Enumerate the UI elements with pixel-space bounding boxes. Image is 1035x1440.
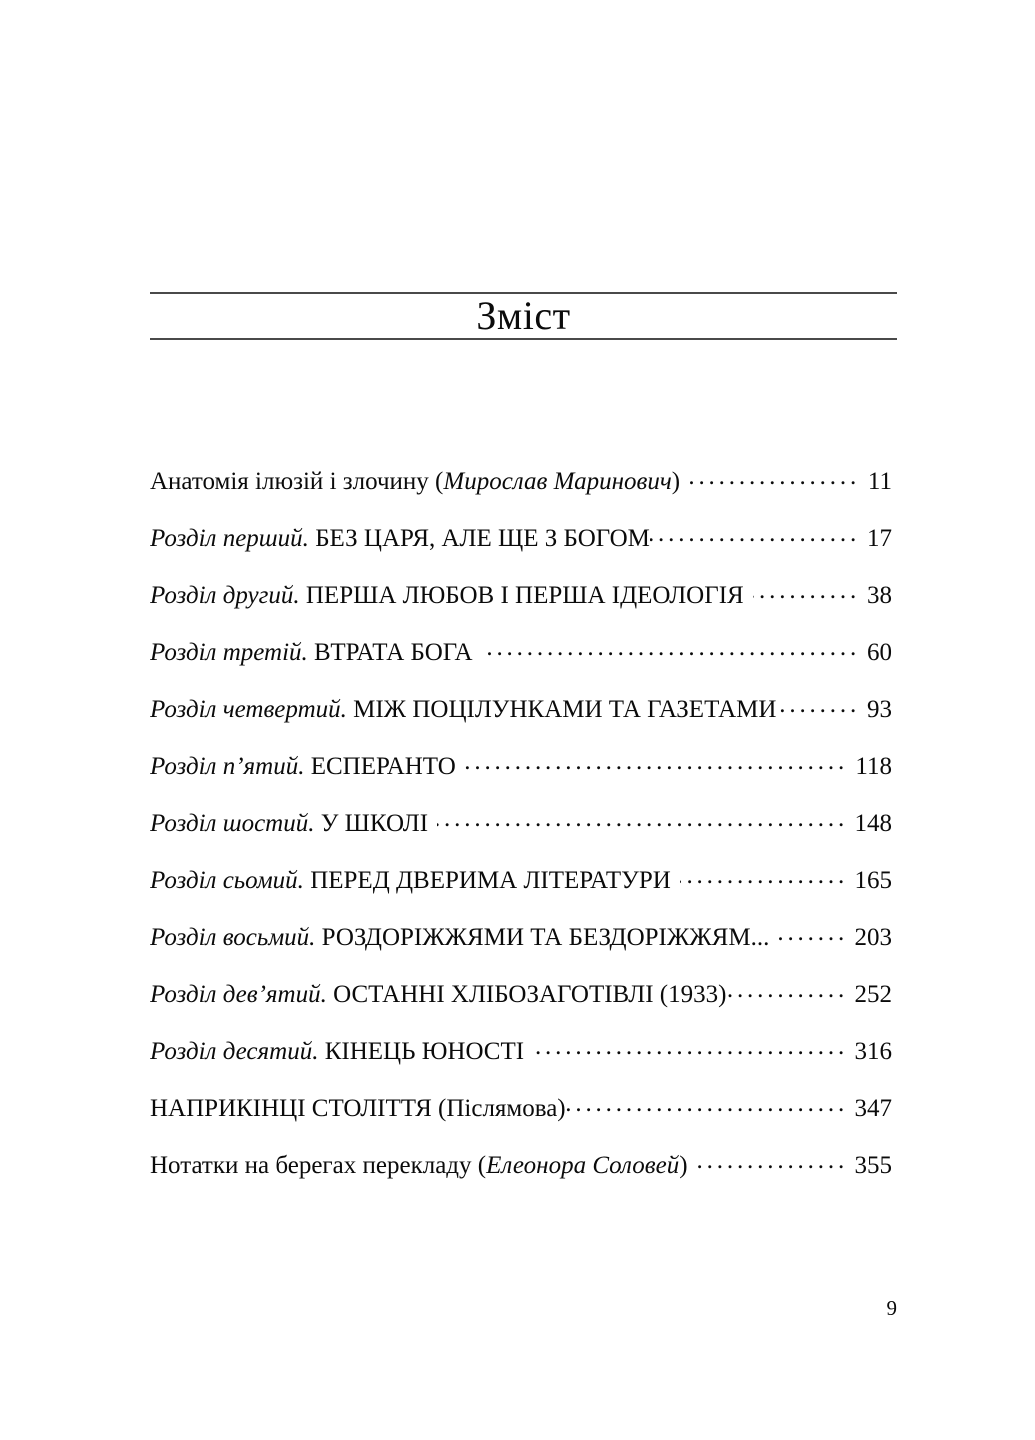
toc-entry-page-number: 355	[854, 1152, 892, 1179]
toc-entry[interactable]	[150, 749, 892, 806]
toc-dot-leader	[776, 692, 855, 717]
toc-entry-section-prefix: Розділ сьомий.	[150, 867, 304, 894]
toc-entry-author: Мирослав Маринович	[443, 468, 672, 495]
toc-entry-page-number: 252	[854, 981, 892, 1008]
title-block	[150, 292, 897, 340]
toc-dot-leader	[437, 806, 843, 831]
toc-entry[interactable]	[150, 920, 892, 977]
toc-entry-title-suffix: )	[679, 1152, 688, 1179]
toc-entry-page-number: 165	[854, 867, 892, 894]
toc-entry-title: У ШКОЛІ	[314, 810, 429, 837]
toc-entry-section-prefix: Розділ другий.	[150, 582, 300, 609]
toc-entry-title: ОСТАННІ ХЛІБОЗАГОТІВЛІ (1933)	[326, 981, 727, 1008]
toc-entry-page-number: 316	[854, 1038, 892, 1065]
toc-entry-section-prefix: Розділ третій.	[150, 639, 308, 666]
toc-entry[interactable]	[150, 464, 892, 521]
title-rule-bottom	[150, 338, 897, 340]
toc-entry-section-prefix: Розділ десятий.	[150, 1038, 319, 1065]
toc-entry-title: Нотатки на берегах перекладу (	[150, 1152, 487, 1179]
toc-entry-section-prefix: Розділ четвертий.	[150, 696, 347, 723]
toc-entry-title: КІНЕЦЬ ЮНОСТІ	[318, 1038, 525, 1065]
toc-entry-label	[150, 809, 437, 839]
toc-entry-page-number: 118	[855, 753, 892, 780]
toc-dot-leader	[566, 1091, 843, 1116]
toc-entry-title-suffix: )	[671, 468, 681, 495]
toc-entry-label	[150, 752, 465, 782]
toc-entry-page-number: 11	[867, 468, 892, 495]
toc-entry-label	[150, 638, 482, 668]
toc-dot-leader	[650, 521, 855, 546]
toc-entry-page-number: 60	[867, 639, 892, 666]
toc-entry[interactable]	[150, 521, 892, 578]
toc-entry-page-number: 93	[867, 696, 892, 723]
page-title: Зміст	[476, 293, 571, 338]
toc-entry-title: Анатомія ілюзій і злочину (	[150, 468, 444, 495]
toc-entry-label	[150, 581, 753, 611]
toc-entry-page-number: 17	[867, 525, 892, 552]
toc-entry-title: ВТРАТА БОГА	[307, 639, 473, 666]
toc-dot-leader	[533, 1034, 843, 1059]
toc-entry[interactable]	[150, 977, 892, 1034]
toc-entry-title: МІЖ ПОЦІЛУНКАМИ ТА ГАЗЕТАМИ	[346, 696, 777, 723]
toc-entry[interactable]	[150, 692, 892, 749]
toc-entry-label	[150, 524, 650, 554]
toc-entry-label	[150, 695, 776, 725]
toc-entry-title: НАПРИКІНЦІ СТОЛІТТЯ (Післямова)	[150, 1095, 566, 1122]
toc-entry-page-number: 347	[854, 1095, 892, 1122]
toc-entry[interactable]	[150, 1091, 892, 1148]
toc-entry-page-number: 38	[867, 582, 892, 609]
toc-entry-label	[150, 1094, 566, 1124]
toc-dot-leader	[465, 749, 843, 774]
title-row	[150, 294, 897, 338]
toc-entry-title: БЕЗ ЦАРЯ, АЛЕ ЩЕ З БОГОМ	[308, 525, 650, 552]
toc-entry-author: Елеонора Соловей	[486, 1152, 680, 1179]
toc-entry-title: ПЕРША ЛЮБОВ І ПЕРША ІДЕОЛОГІЯ	[299, 582, 744, 609]
toc-entry-section-prefix: Розділ п’ятий.	[150, 753, 305, 780]
toc-entry[interactable]	[150, 863, 892, 920]
toc-entry-section-prefix: Розділ шостий.	[150, 810, 315, 837]
toc-entry-label	[150, 467, 689, 497]
toc-dot-leader	[726, 977, 843, 1002]
toc-entry-title: РОЗДОРІЖЖЯМИ ТА БЕЗДОРІЖЖЯМ...	[315, 924, 770, 951]
toc-entry-section-prefix: Розділ перший.	[150, 525, 309, 552]
toc-entry-label	[150, 866, 680, 896]
toc-entry-title: ПЕРЕД ДВЕРИМА ЛІТЕРАТУРИ	[303, 867, 671, 894]
toc-entry-page-number: 203	[854, 924, 892, 951]
toc-entry-section-prefix: Розділ дев’ятий.	[150, 981, 327, 1008]
toc-entry[interactable]	[150, 635, 892, 692]
toc-dot-leader	[680, 863, 843, 888]
toc-dot-leader	[689, 464, 855, 489]
table-of-contents	[150, 464, 892, 1205]
toc-entry-section-prefix: Розділ восьмий.	[150, 924, 316, 951]
toc-entry-title: ЕСПЕРАНТО	[304, 753, 456, 780]
toc-entry-label	[150, 1037, 533, 1067]
toc-dot-leader	[482, 635, 855, 660]
toc-dot-leader	[753, 578, 855, 603]
toc-entry[interactable]	[150, 1148, 892, 1205]
toc-dot-leader	[697, 1148, 843, 1173]
toc-entry[interactable]	[150, 1034, 892, 1091]
toc-entry-label	[150, 1151, 697, 1181]
toc-entry-label	[150, 980, 726, 1010]
toc-dot-leader	[778, 920, 843, 945]
toc-entry-page-number: 148	[854, 810, 892, 837]
toc-entry-label	[150, 923, 778, 953]
toc-entry[interactable]	[150, 806, 892, 863]
toc-entry[interactable]	[150, 578, 892, 635]
page-folio: 9	[886, 1296, 897, 1320]
